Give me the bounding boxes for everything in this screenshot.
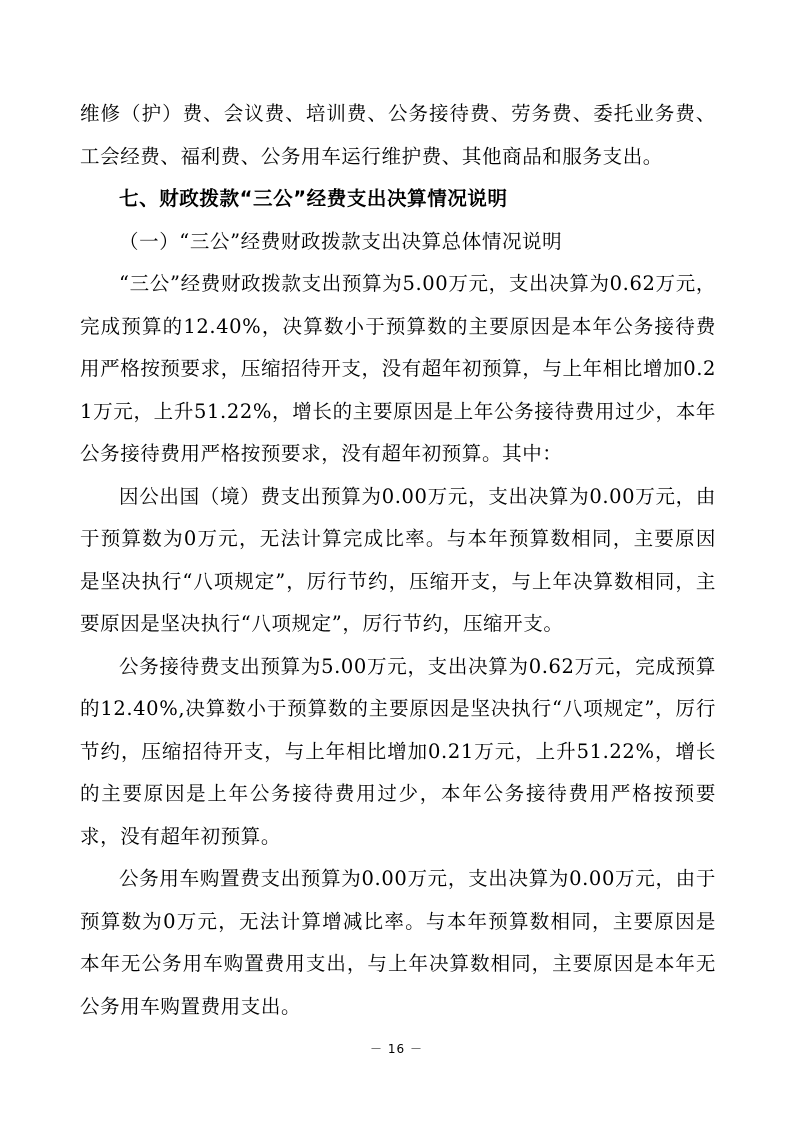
body-paragraph-reception: 公务接待费支出预算为5.00万元，支出决算为0.62万元，完成预算的12.40%,决算数小于预算数的主要原因是坚决执行“八项规定”，厉行节约，压缩招待开支，与上年相比增加0.21万元，上升51.22%，增长的主要原因是上年公务接待费用过少，本年公务接待费用严格按预要求，没有超年初预算。 — [80, 654, 716, 848]
subsection-heading: （一）“三公”经费财政拨款支出决算总体情况说明 — [119, 229, 563, 253]
section-heading: 七、财政拨款“三公”经费支出决算情况说明 — [119, 187, 508, 210]
page-number: － 16 － — [370, 1042, 423, 1056]
body-paragraph-vehicle-purchase: 公务用车购置费支出预算为0.00万元，支出决算为0.00万元，由于预算数为0万元，无法计算增减比率。与本年预算数相同，主要原因是本年无公务用车购置费用支出，与上年决算数相同，主要原因是本年无公务用车购置费用支出。 — [80, 867, 716, 1018]
body-paragraph-overseas-travel: 因公出国（境）费支出预算为0.00万元，支出决算为0.00万元，由于预算数为0万元，无法计算完成比率。与本年预算数相同，主要原因是坚决执行“八项规定”，厉行节约，压缩开支，与上年决算数相同，主要原因是坚决执行“八项规定”，厉行节约，压缩开支。 — [80, 484, 716, 635]
continuation-paragraph: 维修（护）费、会议费、培训费、公务接待费、劳务费、委托业务费、工会经费、福利费、公务用车运行维护费、其他商品和服务支出。 — [80, 102, 716, 168]
document-page — [80, 93, 716, 1028]
body-paragraph-overview: “三公”经费财政拨款支出预算为5.00万元，支出决算为0.62万元，完成预算的12.40%，决算数小于预算数的主要原因是本年公务接待费用严格按预要求，压缩招待开支，没有超年初预算，与上年相比增加0.21万元，上升51.22%，增长的主要原因是上年公务接待费用过少，本年公务接待费用严格按预要求，没有超年初预算。其中： — [80, 272, 716, 465]
